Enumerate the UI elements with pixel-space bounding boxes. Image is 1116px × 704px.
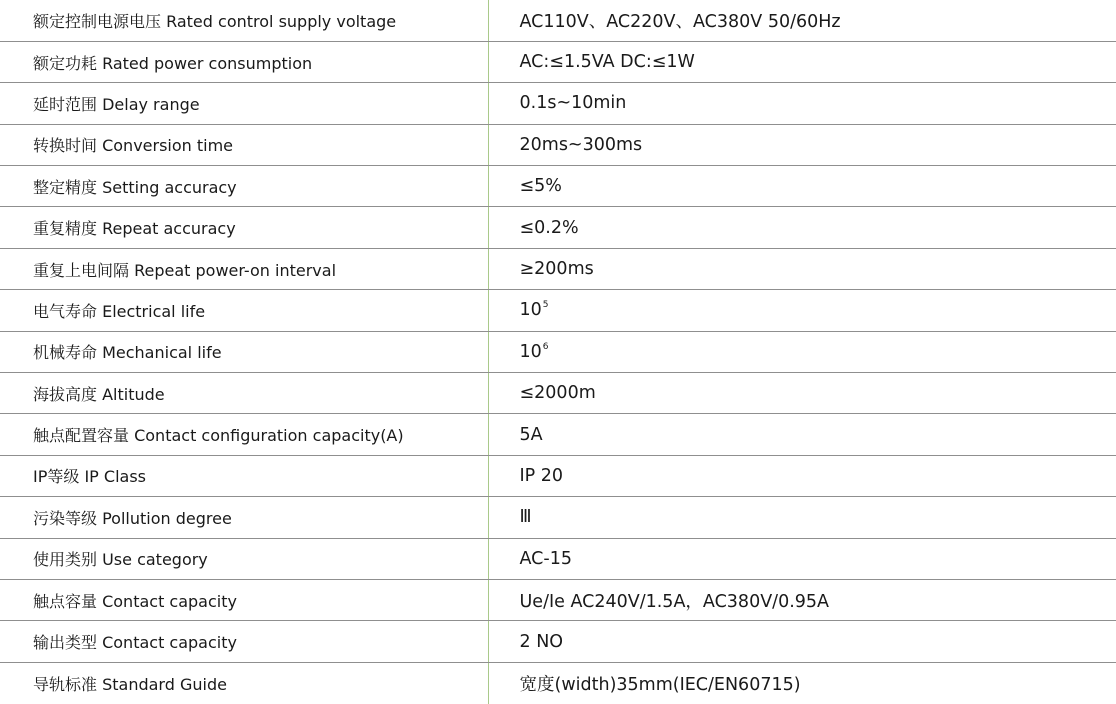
param-value: 宽度(width)35mm(IEC/EN60715) [519,674,801,695]
param-label: 海拔高度 Altitude [0,373,488,414]
param-value: AC-15 [488,538,1116,579]
param-value: $10^6$ [488,331,1116,372]
table-row [0,497,1116,538]
param-value: ≤0.2% [488,207,1116,248]
param-label: 延时范围 Delay range [0,83,488,124]
param-label: IP等级 IP Class [0,455,488,496]
param-value: 2 NO [488,621,1116,662]
param-value: ≥200ms [488,248,1116,289]
table-row [0,166,1116,207]
table-row [0,290,1116,331]
table-row [0,621,1116,662]
param-label: 转换时间 Conversion time [0,124,488,165]
exponent: 6 [542,341,549,352]
table-row [0,41,1116,82]
param-value: IP 20 [488,455,1116,496]
param-label: 电气寿命 Electrical life [0,290,488,331]
param-label: 触点配置容量 Contact configuration capacity(A) [0,414,488,455]
param-value: ≤2000m [488,373,1116,414]
exponent: 5 [542,300,549,311]
param-value: AC110V、AC220V、AC380V 50/60Hz [488,0,1116,41]
param-value: Ⅲ [488,497,1116,538]
param-value: $10^5$ [488,290,1116,331]
table-row [0,124,1116,165]
table-row [0,373,1116,414]
table-row [0,83,1116,124]
table-row [0,207,1116,248]
param-label: 整定精度 Setting accuracy [0,166,488,207]
table-row [0,579,1116,620]
param-label: 输出类型 Contact capacity [0,621,488,662]
table-row [0,538,1116,579]
param-value: Ue/Ie AC240V/1.5A，AC380V/0.95A [488,579,1116,620]
table-row [0,248,1116,289]
param-label: 使用类别 Use category [0,538,488,579]
table-row [0,455,1116,496]
table-row [0,662,1116,703]
param-value: 20ms~300ms [488,124,1116,165]
param-label: 重复精度 Repeat accuracy [0,207,488,248]
param-label: 污染等级 Pollution degree [0,497,488,538]
param-label: 额定控制电源电压 Rated control supply voltage [0,0,488,41]
table-row [0,331,1116,372]
param-label: 导轨标准 Standard Guide [0,662,488,703]
param-label: 额定功耗 Rated power consumption [0,41,488,82]
table-row [0,0,1116,41]
param-value: AC:≤1.5VA DC:≤1W [488,41,1116,82]
param-value: ≤5% [488,166,1116,207]
param-value: 5A [488,414,1116,455]
param-label: 机械寿命 Mechanical life [0,331,488,372]
param-label: 重复上电间隔 Repeat power-on interval [0,248,488,289]
param-label: 触点容量 Contact capacity [0,579,488,620]
param-value: 0.1s~10min [488,83,1116,124]
table-row [0,414,1116,455]
